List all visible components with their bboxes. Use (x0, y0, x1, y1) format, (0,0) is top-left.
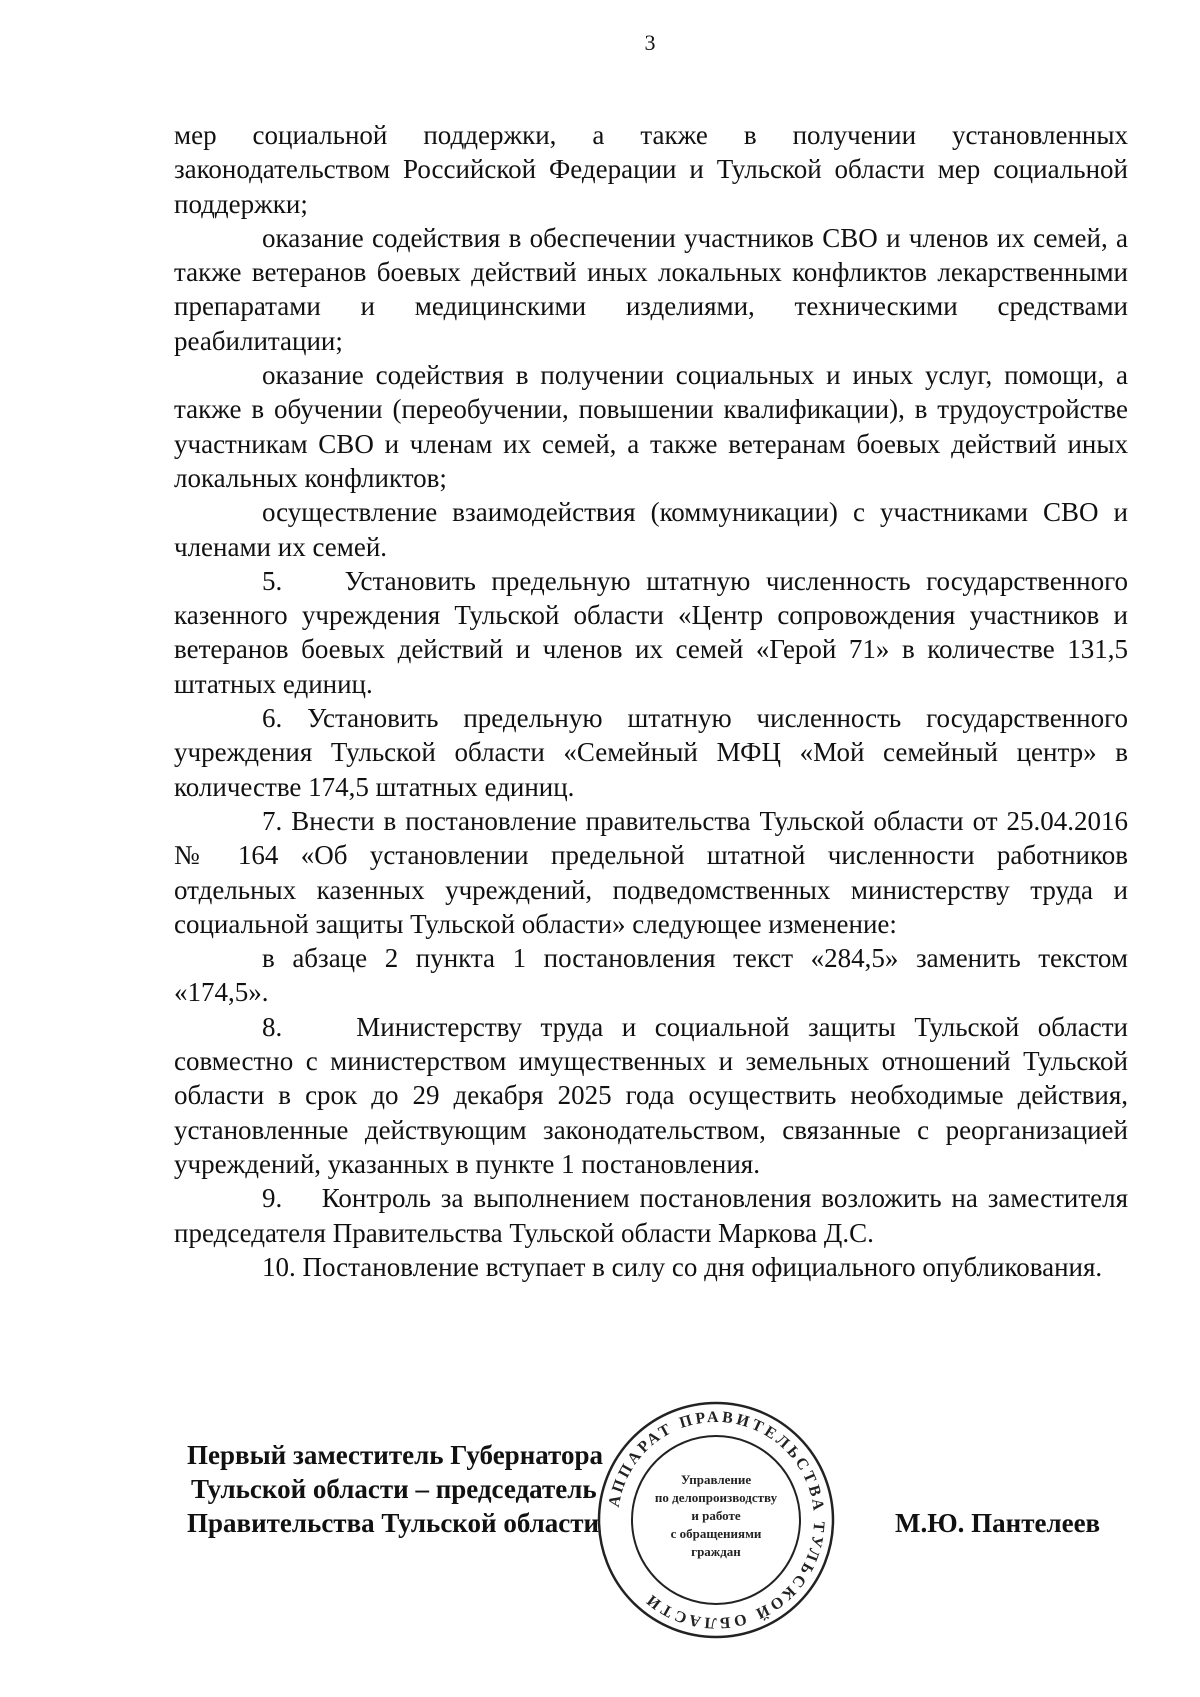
seal-center-line: граждан (691, 1544, 741, 1559)
signatory-name: М.Ю. Пантелеев (895, 1508, 1101, 1538)
paragraph: 5. Установить предельную штатную численность государственного казенного учреждения Тульской области «Центр сопровождения участников и ветеранов боевых действий и членов их семей «Герой 71» в количестве 131,5 штатных единиц. (174, 565, 1135, 699)
document-body (174, 118, 1135, 1284)
seal-ring-text: АППАРАТ ПРАВИТЕЛЬСТВА ТУЛЬСКОЙ ОБЛАСТИ (605, 1408, 828, 1632)
paragraph: оказание содействия в обеспечении участников СВО и членов их семей, а также ветеранов боевых действий иных локальных конфликтов лекарственными препаратами и медицинскими изделиями, техническими средствами реабилитации; (174, 222, 1135, 356)
seal-center-line: с обращениями (670, 1526, 762, 1541)
signatory-title-line-2: Тульской области – председатель (191, 1474, 597, 1504)
paragraph: мер социальной поддержки, а также в получении установленных законодательством Российской Федерации и Тульской области мер социальной поддержки; (174, 120, 1135, 219)
paragraph: 8. Министерству труда и социальной защиты Тульской области совместно с министерством имущественных и земельных отношений Тульской области в срок до 29 декабря 2025 года осуществить необходимые действия, установленные действующим законодательством, связанные с реорганизацией учреждений, указанных в пункте 1 постановления. (174, 1011, 1135, 1179)
seal-center-line: по делопроизводству (654, 1490, 778, 1505)
paragraph: в абзаце 2 пункта 1 постановления текст «284,5» заменить текстом «174,5». (174, 943, 1135, 1008)
signatory-title-line-3: Правительства Тульской области (187, 1508, 600, 1538)
page-number: 3 (644, 30, 656, 55)
paragraph: 9. Контроль за выполнением постановления возложить на заместителя председателя Правительства Тульской области Маркова Д.С. (174, 1183, 1135, 1248)
paragraph: оказание содействия в получении социальных и иных услуг, помощи, а также в обучении (переобучении, повышении квалификации), в трудоустройстве участникам СВО и членам их семей, а также ветеранам боевых действий иных локальных конфликтов; (174, 360, 1135, 493)
seal-center-line: и работе (691, 1508, 741, 1523)
paragraph: осуществление взаимодействия (коммуникации) с участниками СВО и членами их семей. (174, 497, 1135, 562)
official-seal (596, 1400, 836, 1640)
paragraph: 6. Установить предельную штатную численность государственного учреждения Тульской области «Семейный МФЦ «Мой семейный центр» в количестве 174,5 штатных единиц. (174, 703, 1135, 802)
signature-block (187, 1438, 603, 1540)
seal-center-line: Управление (680, 1472, 752, 1487)
paragraph: 7. Внести в постановление правительства Тульской области от 25.04.2016 № 164 «Об установлении предельной штатной численности работников отдельных казенных учреждений, подведомственных министерству труда и социальной защиты Тульской области» следующее изменение: (174, 805, 1135, 939)
paragraph: 10. Постановление вступает в силу со дня официального опубликования. (262, 1251, 1103, 1282)
signatory-title-line-1: Первый заместитель Губернатора (187, 1440, 603, 1470)
